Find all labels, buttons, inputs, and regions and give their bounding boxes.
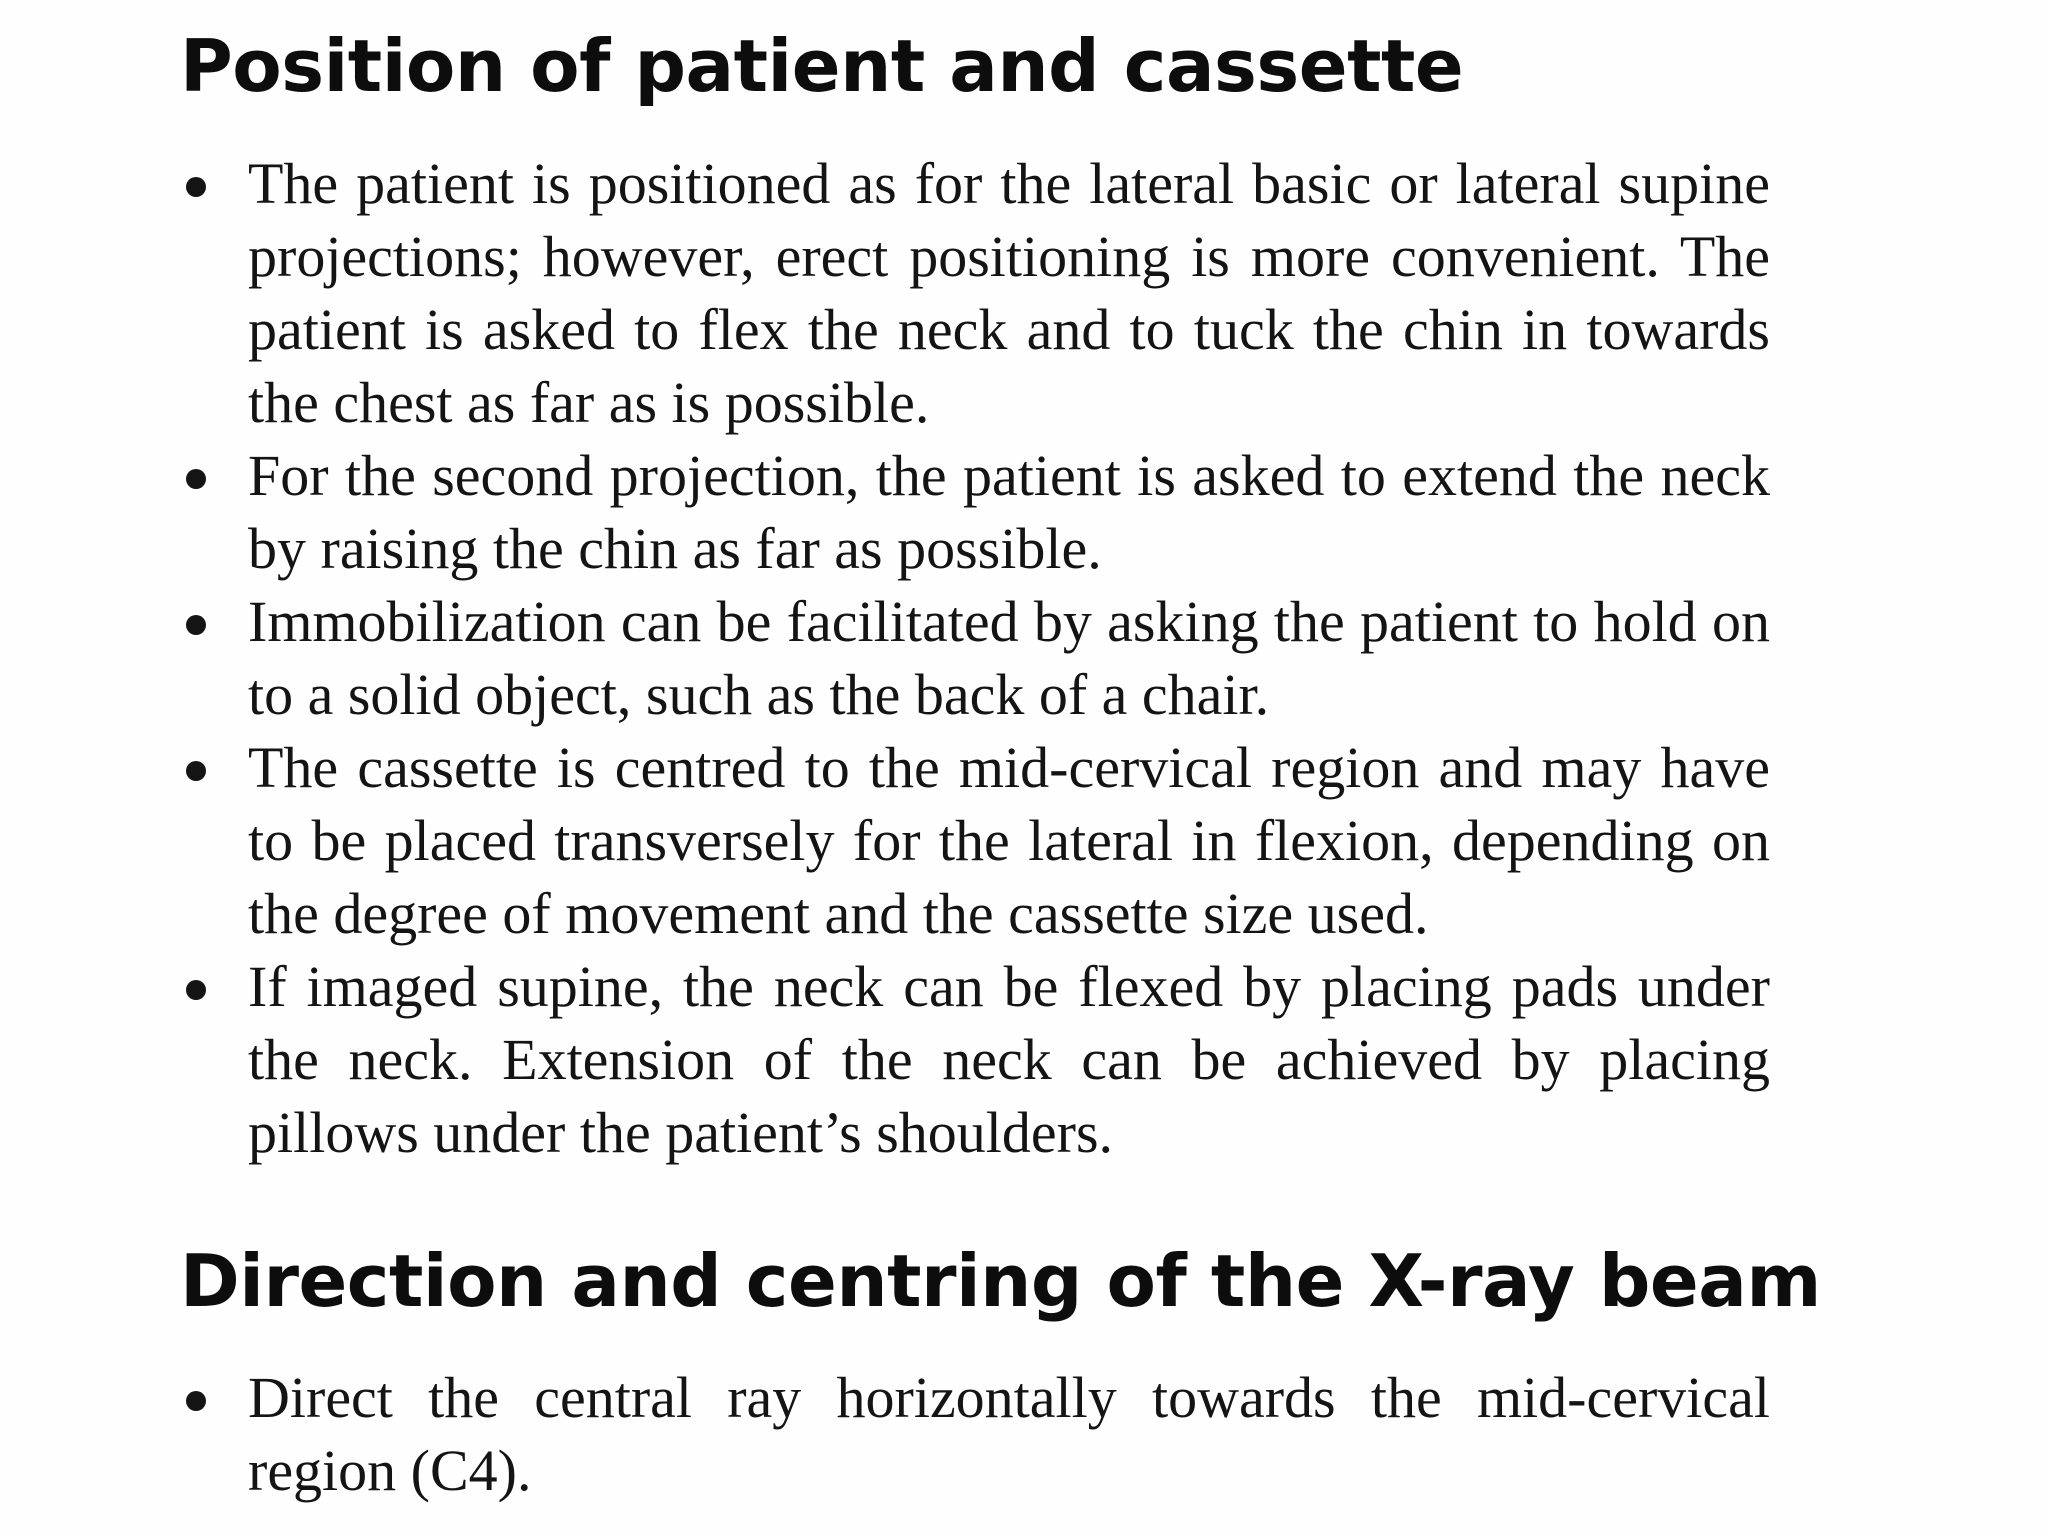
- bullet-list-direction: [180, 1361, 1770, 1507]
- list-item-text: If imaged supine, the neck can be flexed by placing pads under the neck. Extension of the neck can be achieved by placing pillows under the patient’s shoulders.: [248, 954, 1770, 1165]
- list-item-text: Direct the central ray horizontally towards the mid-cervical region (C4).: [248, 1365, 1770, 1503]
- list-item-text: The cassette is centred to the mid-cervical region and may have to be placed transversely for the lateral in flexion, depending on the degree of movement and the cassette size used.: [248, 735, 1770, 946]
- list-item-text: Immobilization can be facilitated by asking the patient to hold on to a solid object, such as the back of a chair.: [248, 589, 1770, 727]
- bullet-icon: [186, 980, 206, 1000]
- list-item: [180, 731, 1770, 950]
- bullet-icon: [186, 1391, 206, 1411]
- section-heading-position: Position of patient and cassette: [180, 24, 1464, 108]
- section-heading-direction: Direction and centring of the X-ray beam: [180, 1239, 1821, 1323]
- list-item: [180, 439, 1770, 585]
- bullet-list-position: [180, 147, 1770, 1169]
- bullet-icon: [186, 469, 206, 489]
- bullet-icon: [186, 615, 206, 635]
- list-item: [180, 147, 1770, 439]
- bullet-icon: [186, 177, 206, 197]
- list-item: [180, 950, 1770, 1169]
- list-item-text: For the second projection, the patient is asked to extend the neck by raising the chin as far as possible.: [248, 443, 1770, 581]
- list-item: [180, 1361, 1770, 1507]
- bullet-icon: [186, 761, 206, 781]
- list-item: [180, 585, 1770, 731]
- list-item-text: The patient is positioned as for the lateral basic or lateral supine projections; however, erect positioning is more convenient. The patient is asked to flex the neck and to tuck the chin in towards the chest as far as is possible.: [248, 151, 1770, 435]
